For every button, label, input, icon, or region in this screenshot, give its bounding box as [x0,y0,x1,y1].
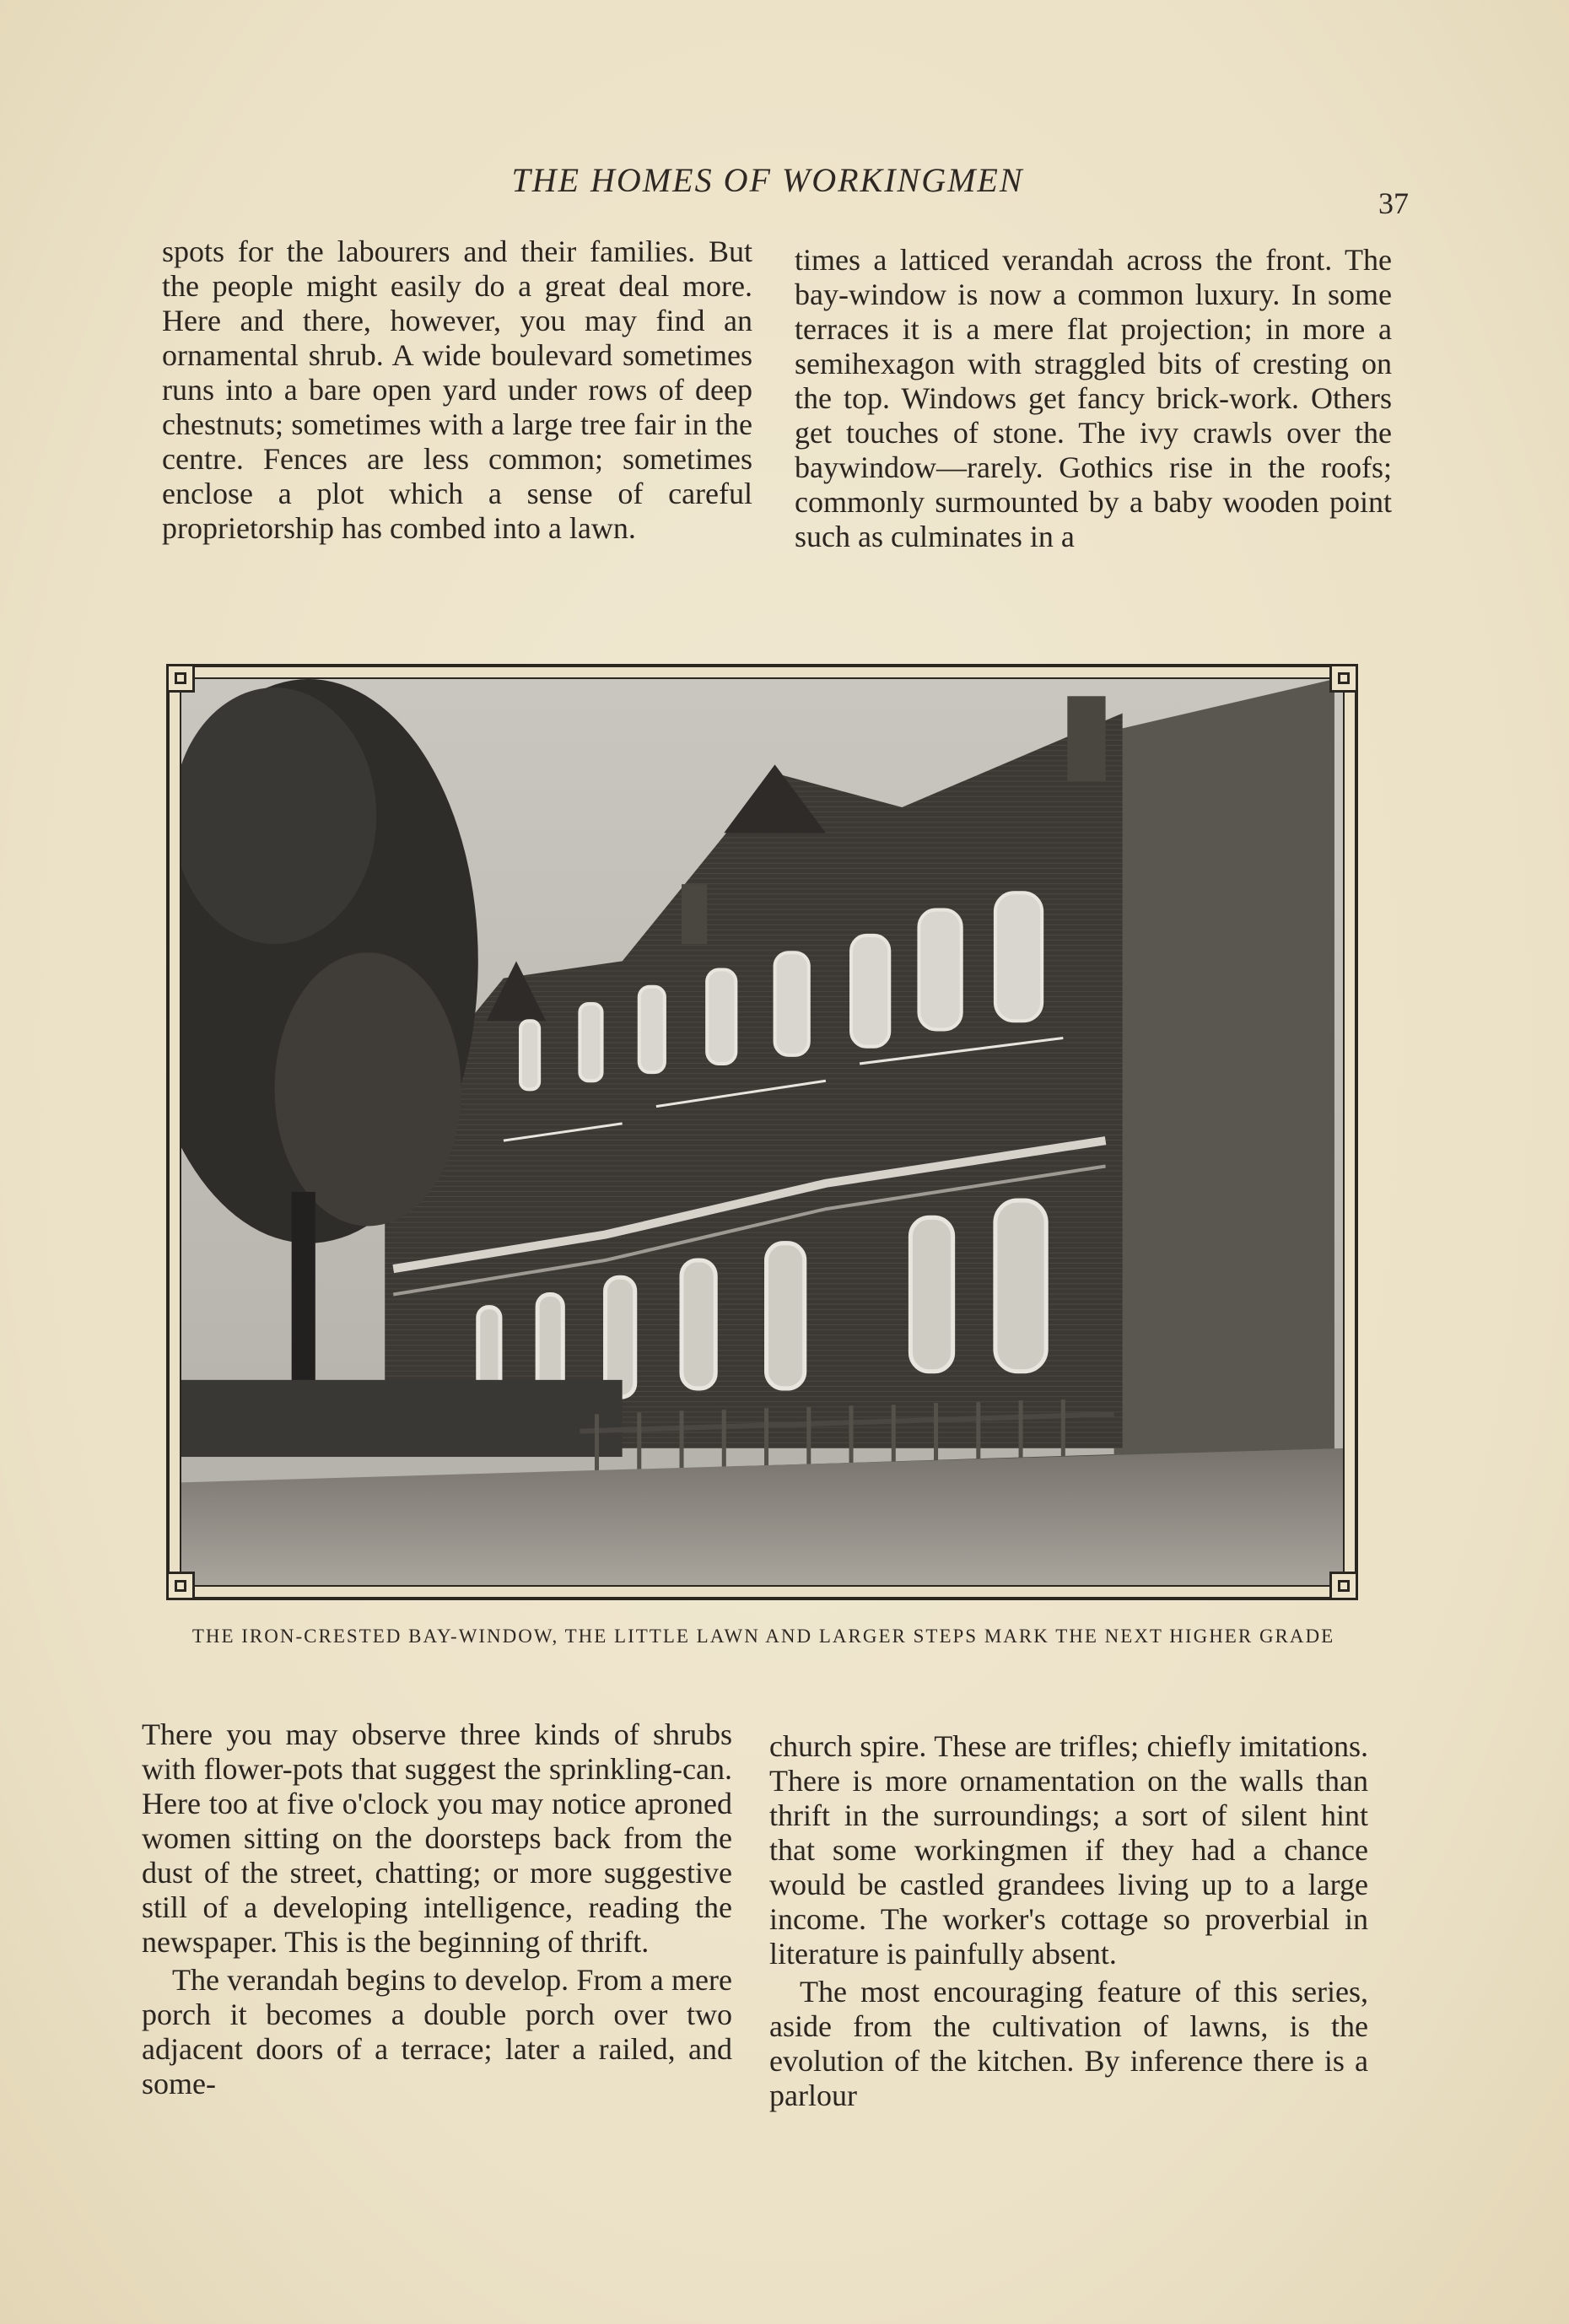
paragraph: times a latticed verandah across the front. The bay-window is now a common luxury. In some terraces it is a mere flat projection; in more a semihexagon with straggled bits of cresting on the top. Windows get fancy brick-work. Others get touches of stone. The ivy crawls over the baywindow—rarely. Gothics rise in the roofs; commonly surmounted by a baby wooden point such as culminates in a [795,243,1392,553]
text-column-top-right [795,243,1392,554]
frame-corner-ornament [166,664,195,693]
paragraph: The verandah begins to develop. From a mere porch it becomes a double porch over two adjacent doors of a terrace; later a railed, and some- [142,1963,732,2100]
paragraph: The most encouraging feature of this series, aside from the cultivation of lawns, is the evolution of the kitchen. By inference there is a parlour [769,1975,1368,2112]
paragraph: church spire. These are trifles; chiefly imitations. There is more ornamentation on the walls than thrift in the surroundings; a sort of silent hint that some workingmen if they had a chance would be castled grandees living up to a large income. The worker's cottage so proverbial in literature is painfully absent. [769,1729,1368,1971]
page-number: 37 [1378,186,1409,220]
text-column-top-left [162,235,752,546]
terrace-houses-photo [180,677,1345,1587]
frame-corner-ornament [166,1572,195,1600]
text-column-bottom-left [142,1717,732,2101]
frame-corner-ornament [1329,664,1358,693]
text-column-bottom-right [769,1729,1368,2113]
paragraph: There you may observe three kinds of shrubs with flower-pots that suggest the sprinkling-can. Here too at five o'clock you may notice aproned women sitting on the doorsteps back from the dust of the street, chatting; or more suggestive still of a developing intelligence, reading the newspaper. This is the beginning of thrift. [142,1717,732,1959]
figure-caption: THE IRON-CRESTED BAY-WINDOW, THE LITTLE LAWN AND LARGER STEPS MARK THE NEXT HIGHER GRADE [191,1626,1335,1647]
photo-illustration [181,679,1343,1585]
paragraph: spots for the labourers and their families. But the people might easily do a great deal more. Here and there, however, you may find an ornamental shrub. A wide boulevard sometimes runs into a bare open yard under rows of deep chestnuts; sometimes with a large tree fair in the centre. Fences are less common; sometimes enclose a plot which a sense of careful proprietorship has combed into a lawn. [162,235,752,545]
frame-corner-ornament [1329,1572,1358,1600]
running-head: THE HOMES OF WORKINGMEN [511,161,1024,199]
photo-frame [166,664,1358,1600]
